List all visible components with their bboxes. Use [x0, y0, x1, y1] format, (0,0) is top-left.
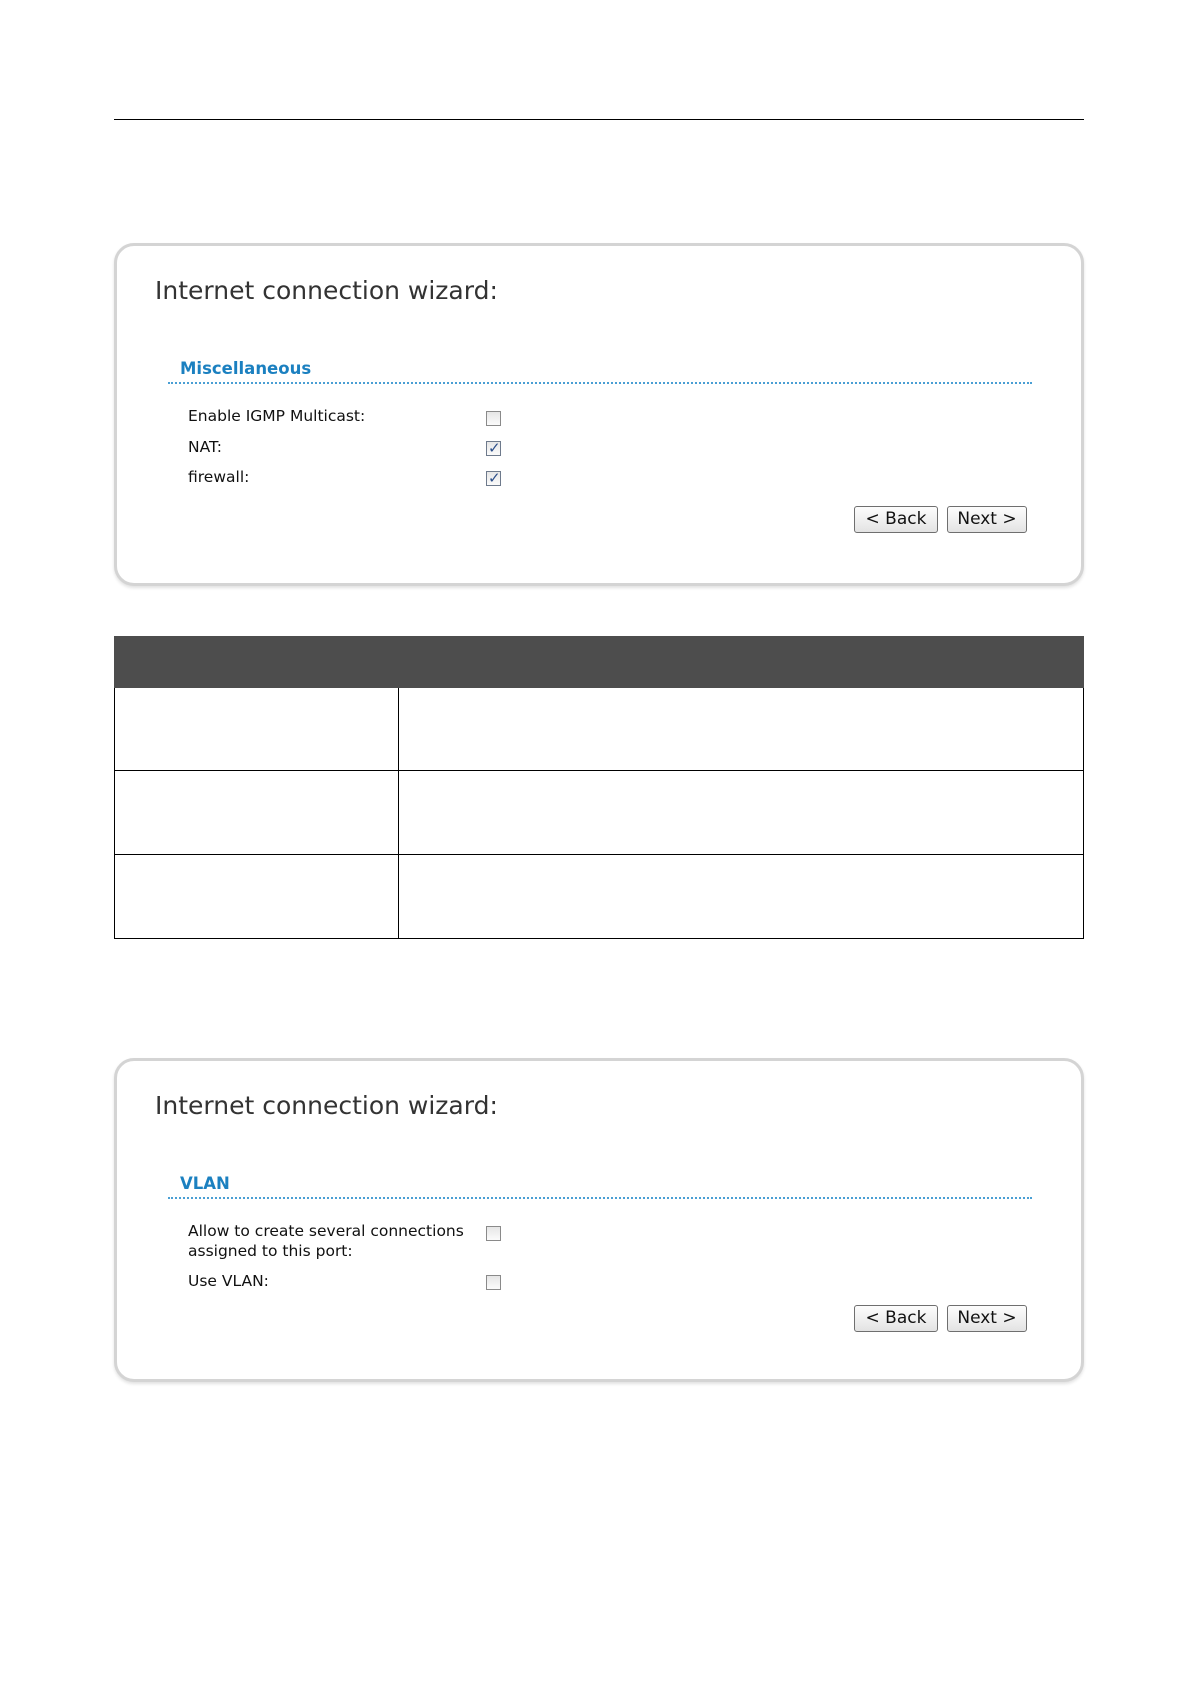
- use-vlan-checkbox[interactable]: [486, 1275, 501, 1290]
- section-divider: [168, 382, 1032, 384]
- field-label-several-connections: Allow to create several connections assigned to this port:: [188, 1222, 464, 1260]
- wizard-title: Internet connection wizard:: [155, 276, 498, 305]
- section-heading-vlan: VLAN: [180, 1174, 230, 1193]
- parameter-table: [114, 636, 1084, 939]
- next-button[interactable]: Next >: [947, 1305, 1027, 1332]
- next-button[interactable]: Next >: [947, 506, 1027, 533]
- row-divider: [114, 770, 1084, 771]
- field-label-firewall: firewall:: [188, 468, 250, 486]
- check-mark-icon: ✓: [488, 439, 501, 457]
- several-connections-checkbox[interactable]: [486, 1226, 501, 1241]
- wizard-panel-miscellaneous: [114, 243, 1084, 586]
- row-divider: [114, 854, 1084, 855]
- check-mark-icon: ✓: [488, 469, 501, 487]
- back-button[interactable]: < Back: [854, 506, 938, 533]
- table-header: [114, 636, 1084, 688]
- field-label-igmp-multicast: Enable IGMP Multicast:: [188, 407, 366, 425]
- igmp-multicast-checkbox[interactable]: [486, 411, 501, 426]
- wizard-title: Internet connection wizard:: [155, 1091, 498, 1120]
- field-label-use-vlan: Use VLAN:: [188, 1272, 269, 1290]
- column-divider: [398, 688, 399, 939]
- back-button[interactable]: < Back: [854, 1305, 938, 1332]
- firewall-checkbox[interactable]: [486, 471, 501, 486]
- field-label-nat: NAT:: [188, 438, 222, 456]
- nat-checkbox[interactable]: [486, 441, 501, 456]
- section-divider: [168, 1197, 1032, 1199]
- wizard-panel-vlan: [114, 1058, 1084, 1382]
- section-heading-miscellaneous: Miscellaneous: [180, 359, 312, 378]
- header-rule: [114, 119, 1084, 120]
